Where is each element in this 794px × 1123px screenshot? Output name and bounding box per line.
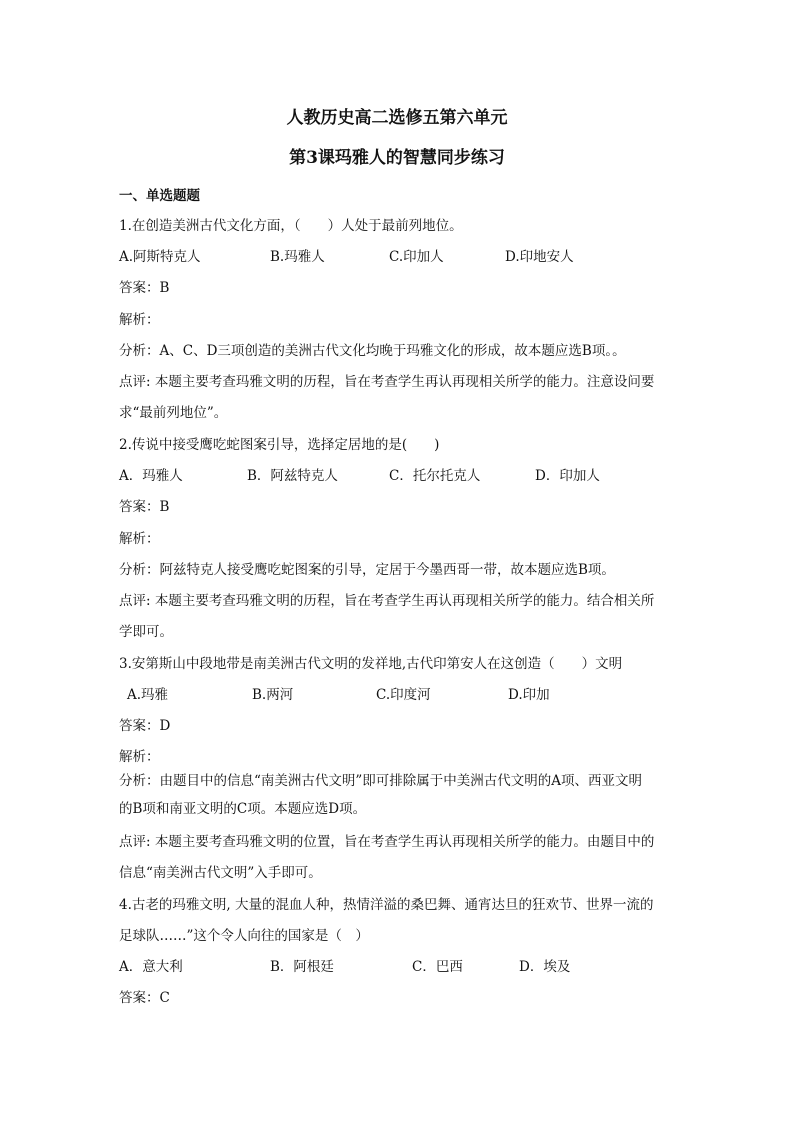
question-2-answer: 答案：B [119, 499, 170, 515]
question-1-analysis: 分析：A、C、D三项创造的美洲古代文化均晚于玛雅文化的形成，故本题应选B项。。 [119, 343, 626, 359]
question-1-stem: 1.在创造美洲古代文化方面，（ ）人处于最前列地位。 [119, 218, 463, 234]
question-1-option-d: D.印地安人 [505, 249, 574, 265]
question-2-stem: 2.传说中接受鹰吃蛇图案引导，选择定居地的是( ) [119, 437, 440, 453]
question-2-analysis: 分析：阿兹特克人接受鹰吃蛇图案的引导，定居于今墨西哥一带，故本题应选B项。 [119, 562, 615, 578]
question-4-option-d: D．埃及 [519, 959, 571, 975]
question-1-option-c: C.印加人 [389, 249, 444, 265]
question-3-option-d: D.印加 [508, 687, 550, 703]
question-4-option-c: C．巴西 [412, 959, 463, 975]
question-4-option-a: A．意大利 [119, 959, 183, 975]
question-3-stem: 3.安第斯山中段地带是南美洲古代文明的发祥地,古代印第安人在这创造（ ）文明 [119, 656, 623, 672]
question-1-analysis-label: 解析： [119, 312, 160, 328]
document-subtitle: 第3课玛雅人的智慧同步练习 [289, 148, 505, 168]
question-3-comment-line-1: 点评: 本题主要考查玛雅文明的位置，旨在考查学生再认再现相关所学的能力。由题目中的 [119, 834, 655, 850]
question-1-option-b: B.玛雅人 [270, 249, 325, 265]
question-2-comment-line-2: 学即可。 [119, 624, 173, 640]
question-4-stem-line-1: 4.古老的玛雅文明, 大量的混血人种，热情洋溢的桑巴舞、通宵达旦的狂欢节、世界一流的 [119, 897, 654, 913]
question-4-answer: 答案：C [119, 990, 170, 1006]
question-2-option-c: C．托尔托克人 [389, 468, 481, 484]
question-2-option-b: B．阿兹特克人 [247, 468, 338, 484]
question-3-comment-line-2: 信息“南美洲古代文明”入手即可。 [119, 865, 322, 881]
question-1-comment-line-1: 点评: 本题主要考查玛雅文明的历程，旨在考查学生再认再现相关所学的能力。注意设问要 [119, 374, 655, 390]
question-1-comment-line-2: 求“最前列地位”。 [119, 405, 228, 421]
question-2-comment-line-1: 点评: 本题主要考查玛雅文明的历程，旨在考查学生再认再现相关所学的能力。结合相关所 [119, 593, 655, 609]
section-heading: 一、单选题题 [119, 188, 200, 204]
question-4-option-b: B．阿根廷 [270, 959, 334, 975]
question-3-analysis-line-2: 的B项和南亚文明的C项。本题应选D项。 [119, 801, 367, 817]
document-title: 人教历史高二选修五第六单元 [286, 108, 508, 128]
question-3-analysis-label: 解析： [119, 749, 160, 765]
question-3-option-b: B.两河 [252, 687, 294, 703]
question-3-analysis-line-1: 分析：由题目中的信息“南美洲古代文明”即可排除属于中美洲古代文明的A项、西亚文明 [119, 773, 643, 789]
question-3-option-c: C.印度河 [376, 687, 431, 703]
question-2-option-d: D．印加人 [535, 468, 600, 484]
question-3-answer: 答案：D [119, 718, 171, 734]
question-2-analysis-label: 解析： [119, 531, 160, 547]
question-4-stem-line-2: 足球队……”这个令人向往的国家是（ ） [119, 928, 369, 944]
question-3-option-a: A.玛雅 [127, 687, 169, 703]
question-1-answer: 答案：B [119, 280, 170, 296]
question-1-option-a: A.阿斯特克人 [119, 249, 201, 265]
question-2-option-a: A．玛雅人 [119, 468, 183, 484]
